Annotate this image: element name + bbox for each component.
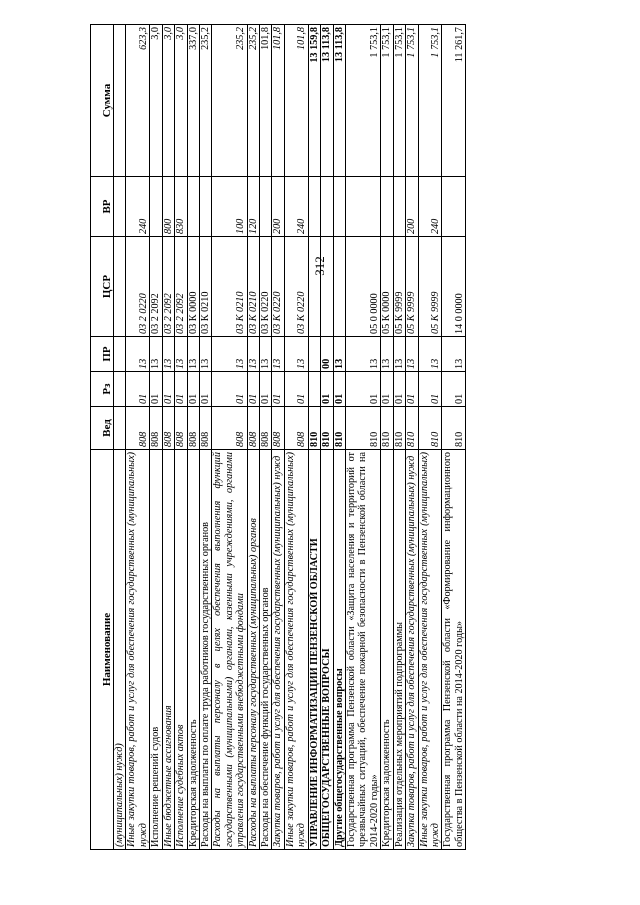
cell-pr: 00 — [321, 337, 333, 372]
cell-name: ОБЩЕГОСУДАРСТВЕННЫЕ ВОПРОСЫ — [321, 450, 333, 850]
cell-csr: 03 К 0210 — [199, 237, 211, 337]
cell-ved: 808 — [260, 407, 272, 450]
cell-pr: 13 — [260, 337, 272, 372]
cell-vr — [346, 177, 381, 237]
cell-sum: 3,0 — [162, 25, 174, 177]
cell-sum: 3,0 — [175, 25, 187, 177]
cell-pr: 13 — [418, 337, 442, 372]
cell-pr — [114, 337, 126, 372]
cell-ved — [114, 407, 126, 450]
cell-csr: 03 К 0220 — [284, 237, 308, 337]
cell-pr: 13 — [199, 337, 211, 372]
header-sum: Сумма — [91, 25, 114, 177]
cell-vr: 800 — [162, 177, 174, 237]
cell-rz: 01 — [418, 372, 442, 407]
cell-rz: 01 — [346, 372, 381, 407]
table-row — [333, 25, 345, 850]
cell-sum: 13 159,8 — [308, 25, 320, 177]
cell-ved: 808 — [175, 407, 187, 450]
cell-csr: 03 2 2092 — [150, 237, 162, 337]
cell-sum: 1 753,1 — [393, 25, 405, 177]
cell-pr: 13 — [150, 337, 162, 372]
cell-sum: 101,8 — [260, 25, 272, 177]
table-row — [381, 25, 393, 850]
table-row — [346, 25, 381, 850]
cell-sum: 235,2 — [212, 25, 247, 177]
cell-csr: 03 К 0220 — [260, 237, 272, 337]
cell-sum: 1 753,1 — [346, 25, 381, 177]
cell-vr: 830 — [175, 177, 187, 237]
cell-csr: 03 2 2092 — [162, 237, 174, 337]
cell-rz: 01 — [126, 372, 150, 407]
cell-name: Расходы на обеспечение функций государственных органов — [260, 450, 272, 850]
cell-pr: 13 — [406, 337, 418, 372]
cell-csr: 05 К 9999 — [406, 237, 418, 337]
table-row — [442, 25, 466, 850]
cell-name: Исполнение решений судов — [150, 450, 162, 850]
cell-ved: 810 — [406, 407, 418, 450]
cell-pr: 13 — [381, 337, 393, 372]
cell-name: Кредиторская задолженность — [187, 450, 199, 850]
cell-rz — [114, 372, 126, 407]
cell-csr: 05 К 0000 — [381, 237, 393, 337]
cell-vr — [393, 177, 405, 237]
cell-ved: 808 — [284, 407, 308, 450]
cell-name: Реализация отдельных мероприятий подпрограммы — [393, 450, 405, 850]
cell-pr: 13 — [442, 337, 466, 372]
cell-rz: 01 — [406, 372, 418, 407]
cell-vr — [381, 177, 393, 237]
cell-ved: 810 — [381, 407, 393, 450]
cell-csr: 05 К 9999 — [418, 237, 442, 337]
cell-csr: 05 0 0000 — [346, 237, 381, 337]
cell-sum: 101,8 — [284, 25, 308, 177]
cell-vr: 120 — [247, 177, 259, 237]
cell-name: Иные закупки товаров, работ и услуг для обеспечения государственных (муниципальных) нужд — [126, 450, 150, 850]
cell-vr — [114, 177, 126, 237]
cell-ved: 810 — [442, 407, 466, 450]
cell-csr: 14 0 0000 — [442, 237, 466, 337]
cell-vr — [321, 177, 333, 237]
cell-csr: 05 К 9999 — [393, 237, 405, 337]
cell-name: Исполнение судебных актов — [175, 450, 187, 850]
cell-rz: 01 — [260, 372, 272, 407]
cell-vr — [199, 177, 211, 237]
table-row — [406, 25, 418, 850]
cell-pr — [308, 337, 320, 372]
cell-ved: 810 — [333, 407, 345, 450]
cell-csr: 03 К 0210 — [212, 237, 247, 337]
cell-name: Расходы на выплаты по оплате труда работников государственных органов — [199, 450, 211, 850]
cell-vr: 200 — [406, 177, 418, 237]
table-row — [321, 25, 333, 850]
table-row — [418, 25, 442, 850]
cell-ved: 808 — [126, 407, 150, 450]
cell-rz: 01 — [162, 372, 174, 407]
page-number: 312 — [312, 256, 327, 276]
table-body — [114, 25, 466, 850]
cell-csr: 03 К 0000 — [187, 237, 199, 337]
table-row — [187, 25, 199, 850]
cell-rz: 01 — [247, 372, 259, 407]
header-name: Наименование — [91, 450, 114, 850]
cell-vr: 240 — [418, 177, 442, 237]
cell-pr: 13 — [175, 337, 187, 372]
cell-sum: 11 261,7 — [442, 25, 466, 177]
cell-vr: 200 — [272, 177, 284, 237]
cell-pr: 13 — [284, 337, 308, 372]
table-row — [162, 25, 174, 850]
cell-pr: 13 — [126, 337, 150, 372]
cell-name: (муниципальных) нужд) — [114, 450, 126, 850]
cell-name: Кредиторская задолженность — [381, 450, 393, 850]
cell-sum: 3,0 — [150, 25, 162, 177]
table-row — [150, 25, 162, 850]
cell-pr: 13 — [162, 337, 174, 372]
rotated-page-content — [90, 27, 615, 850]
cell-rz: 01 — [381, 372, 393, 407]
cell-pr: 13 — [212, 337, 247, 372]
cell-name: УПРАВЛЕНИЕ ИНФОРМАТИЗАЦИИ ПЕНЗЕНСКОЙ ОБЛАСТИ — [308, 450, 320, 850]
cell-vr — [442, 177, 466, 237]
cell-csr — [308, 237, 320, 337]
table-header-row — [91, 25, 114, 850]
cell-ved: 810 — [346, 407, 381, 450]
cell-ved: 810 — [393, 407, 405, 450]
cell-sum: 1 753,1 — [381, 25, 393, 177]
cell-sum: 1 753,1 — [418, 25, 442, 177]
cell-ved: 808 — [212, 407, 247, 450]
header-pr: ПР — [91, 337, 114, 372]
cell-rz: 01 — [187, 372, 199, 407]
cell-ved: 808 — [150, 407, 162, 450]
cell-pr: 13 — [247, 337, 259, 372]
table-row — [272, 25, 284, 850]
cell-sum: 101,8 — [272, 25, 284, 177]
header-ved: Вед — [91, 407, 114, 450]
table-row — [199, 25, 211, 850]
cell-ved: 808 — [199, 407, 211, 450]
cell-pr: 13 — [272, 337, 284, 372]
table-row — [114, 25, 126, 850]
cell-name: Закупка товаров, работ и услуг для обеспечения государственных (муниципальных) нужд — [406, 450, 418, 850]
cell-sum: 13 113,8 — [321, 25, 333, 177]
cell-sum — [114, 25, 126, 177]
cell-rz: 01 — [442, 372, 466, 407]
cell-rz: 01 — [199, 372, 211, 407]
cell-csr — [333, 237, 345, 337]
cell-ved: 810 — [321, 407, 333, 450]
cell-rz: 01 — [272, 372, 284, 407]
cell-csr — [114, 237, 126, 337]
cell-sum: 235,2 — [199, 25, 211, 177]
cell-name: Закупка товаров, работ и услуг для обеспечения государственных (муниципальных) нужд — [272, 450, 284, 850]
cell-vr — [187, 177, 199, 237]
cell-sum: 337,0 — [187, 25, 199, 177]
cell-rz: 01 — [284, 372, 308, 407]
cell-pr: 13 — [393, 337, 405, 372]
cell-rz: 01 — [175, 372, 187, 407]
table-row — [260, 25, 272, 850]
cell-rz: 01 — [150, 372, 162, 407]
cell-vr — [150, 177, 162, 237]
cell-rz: 01 — [333, 372, 345, 407]
cell-ved: 808 — [187, 407, 199, 450]
cell-pr: 13 — [333, 337, 345, 372]
cell-sum: 623,3 — [126, 25, 150, 177]
cell-csr — [321, 237, 333, 337]
cell-ved: 810 — [418, 407, 442, 450]
table-row — [284, 25, 308, 850]
cell-csr: 03 К 0210 — [247, 237, 259, 337]
table-row — [212, 25, 247, 850]
cell-vr: 240 — [126, 177, 150, 237]
cell-sum: 1 753,1 — [406, 25, 418, 177]
cell-name: Иные закупки товаров, работ и услуг для обеспечения государственных (муниципальных) нужд — [284, 450, 308, 850]
cell-ved: 808 — [162, 407, 174, 450]
cell-name: Другие общегосударственные вопросы — [333, 450, 345, 850]
cell-name: Расходы на выплаты персоналу государственных (муниципальных) органов — [247, 450, 259, 850]
header-vr: ВР — [91, 177, 114, 237]
cell-csr: 03 2 2092 — [175, 237, 187, 337]
cell-name: Расходы на выплаты персоналу в целях обеспечения выполнения функций государственными (муниципальными) органами, казенными учреждениями, органами управления государственными внебюджетными фондами — [212, 450, 247, 850]
cell-name: Государственная программа Пензенской области «Формирование информационного общества в Пензенской области на 2014-2020 годы» — [442, 450, 466, 850]
budget-table — [90, 24, 466, 850]
cell-csr: 03 2 0220 — [126, 237, 150, 337]
cell-rz: 01 — [393, 372, 405, 407]
header-csr: ЦСР — [91, 237, 114, 337]
cell-name: Иные бюджетные ассигнования — [162, 450, 174, 850]
cell-rz: 01 — [212, 372, 247, 407]
table-row — [393, 25, 405, 850]
cell-ved: 808 — [247, 407, 259, 450]
cell-vr: 100 — [212, 177, 247, 237]
cell-sum: 13 113,8 — [333, 25, 345, 177]
cell-pr: 13 — [187, 337, 199, 372]
table-row — [175, 25, 187, 850]
cell-rz — [308, 372, 320, 407]
cell-ved: 808 — [272, 407, 284, 450]
cell-name: Государственная программа Пензенской области «Защита населения и территорий от чрезвычайных ситуаций, обеспечение пожарной безопасности в Пензенской области на 2014-2020 годы» — [346, 450, 381, 850]
cell-sum: 235,2 — [247, 25, 259, 177]
table-row — [247, 25, 259, 850]
cell-rz: 01 — [321, 372, 333, 407]
cell-vr — [333, 177, 345, 237]
table-row — [308, 25, 320, 850]
cell-vr — [260, 177, 272, 237]
cell-csr: 03 К 0220 — [272, 237, 284, 337]
cell-pr: 13 — [346, 337, 381, 372]
cell-ved: 810 — [308, 407, 320, 450]
table-row — [126, 25, 150, 850]
cell-vr: 240 — [284, 177, 308, 237]
cell-vr — [308, 177, 320, 237]
cell-name: Иные закупки товаров, работ и услуг для обеспечения государственных (муниципальных) нужд — [418, 450, 442, 850]
header-rz: Рз — [91, 372, 114, 407]
